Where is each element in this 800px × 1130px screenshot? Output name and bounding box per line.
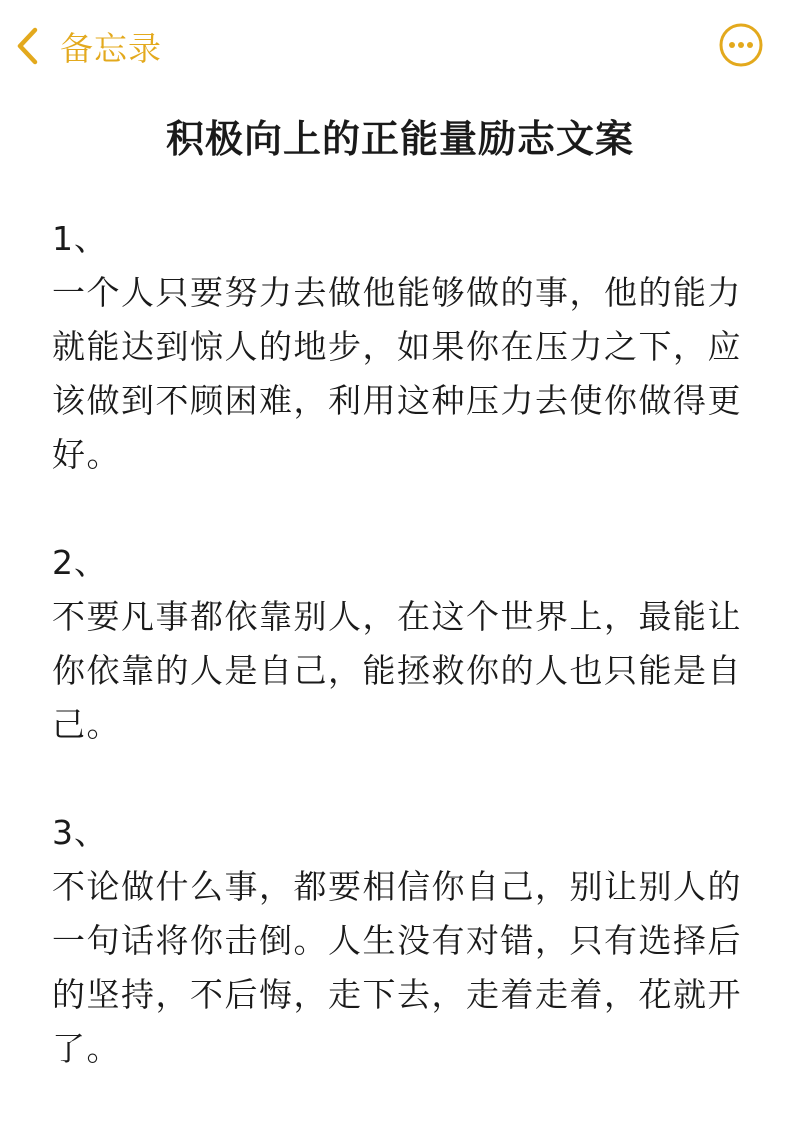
note-section-1 (52, 212, 752, 482)
back-button[interactable] (14, 22, 162, 70)
note-title: 积极向上的正能量励志文案 (165, 117, 634, 161)
section-text: 不要凡事都依靠别人，在这个世界上，最能让你依靠的人是自己，能拯救你的人也只能是自己。 (52, 597, 742, 744)
section-number: 3、 (52, 813, 108, 852)
section-number: 1、 (52, 219, 108, 258)
more-options-button[interactable] (718, 22, 764, 68)
back-button-label: 备忘录 (60, 28, 162, 68)
navigation-bar (0, 0, 800, 92)
note-section-2 (52, 536, 752, 752)
section-text: 不论做什么事，都要相信你自己，别让别人的一句话将你击倒。人生没有对错，只有选择后的坚持，不后悔，走下去，走着走着，花就开了。 (52, 867, 742, 1068)
note-body[interactable] (52, 212, 752, 1130)
ellipsis-circle-icon (718, 53, 764, 72)
section-text: 一个人只要努力去做他能够做的事，他的能力就能达到惊人的地步，如果你在压力之下，应该做到不顾困难，利用这种压力去使你做得更好。 (52, 273, 742, 474)
note-section-3 (52, 806, 752, 1076)
section-number: 2、 (52, 543, 108, 582)
chevron-left-icon (14, 22, 50, 70)
